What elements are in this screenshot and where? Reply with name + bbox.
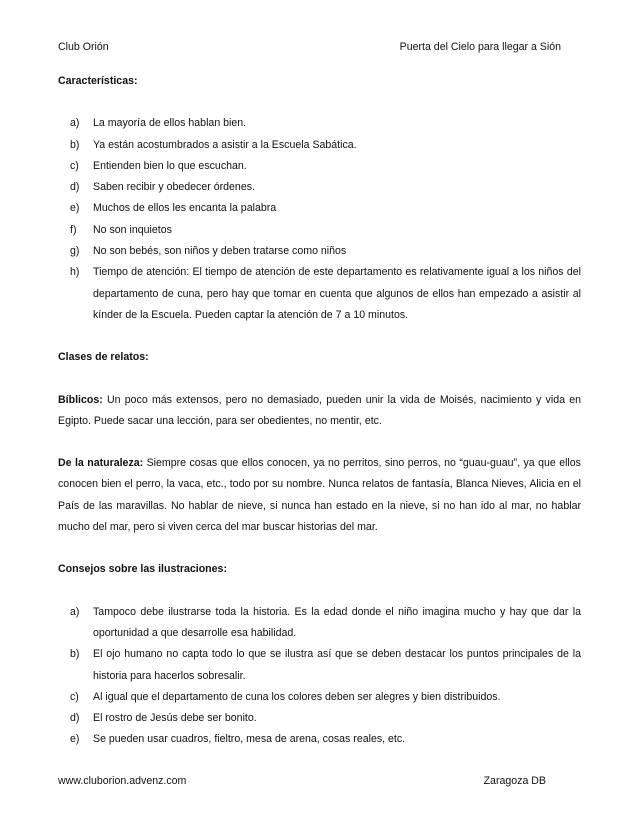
list-item-text: No son bebés, son niños y deben tratarse como niños: [93, 245, 347, 258]
list-item-text: La mayoría de ellos hablan bien.: [93, 117, 247, 130]
list-item-text: No son inquietos: [93, 223, 172, 236]
list-marker: e): [70, 202, 80, 215]
list-item: [58, 156, 581, 177]
list-item-text: Tiempo de atención: El tiempo de atención de este departamento es relativamente igual a los niños del departamento de cuna, pero hay que tomar en cuenta que algunos de ellos han empezado a asistir al kínder de la Escuela. Pueden captar la atención de 7 a 10 minutos.: [93, 266, 581, 321]
header-club-name: Club Orión: [58, 41, 109, 53]
list-item-text: El ojo humano no capta todo lo que se ilustra así que se deben destacar los puntos principales de la historia para hacerlos sobresalir.: [93, 648, 581, 682]
consejos-list: [58, 602, 581, 751]
list-marker: b): [70, 138, 80, 151]
section-heading-consejos: Consejos sobre las ilustraciones:: [58, 563, 227, 576]
list-marker: c): [70, 690, 79, 703]
list-marker: f): [70, 223, 77, 236]
list-marker: b): [70, 648, 80, 661]
list-marker: d): [70, 181, 80, 194]
section-heading-clases-de-relatos: Clases de relatos:: [58, 351, 149, 364]
list-item: [58, 687, 581, 708]
footer-author: Zaragoza DB: [483, 775, 546, 787]
list-item: [58, 135, 581, 156]
list-marker: c): [70, 159, 79, 172]
list-item: [58, 177, 581, 198]
list-item-text: El rostro de Jesús debe ser bonito.: [93, 712, 257, 725]
list-item: [58, 220, 581, 241]
list-item: [58, 198, 581, 219]
document-body: [58, 71, 581, 751]
list-item-text: Entienden bien lo que escuchan.: [93, 159, 247, 172]
list-item: [58, 262, 581, 326]
section-heading-caracteristicas: Características:: [58, 75, 138, 87]
paragraph-biblicos: [58, 390, 581, 433]
list-item: [58, 113, 581, 134]
paragraph-text: Un poco más extensos, pero no demasiado, pueden unir la vida de Moisés, nacimiento y vida en Egipto. Puede sacar una lección, para ser obedientes, no mentir, etc.: [58, 393, 581, 427]
list-item-text: Se pueden usar cuadros, fieltro, mesa de arena, cosas reales, etc.: [93, 733, 406, 746]
list-marker: a): [70, 117, 80, 130]
list-item: [58, 729, 581, 750]
paragraph-lead: De la naturaleza:: [58, 457, 144, 470]
list-item-text: Ya están acostumbrados a asistir a la Escuela Sabática.: [93, 138, 357, 151]
paragraph-lead: Bíblicos:: [58, 393, 103, 406]
list-item-text: Al igual que el departamento de cuna los colores deben ser alegres y bien distribuidos.: [93, 690, 501, 703]
paragraph-text: Siempre cosas que ellos conocen, ya no perritos, sino perros, no “guau-guau”, ya que ellos conocen bien el perro, la vaca, etc., todo por su nombre. Nunca relatos de fantasía, Blanca Nieves, Alicia en el País de las maravillas. No hablar de nieve, si nunca han estado en la nieve, si no han ido al mar, no hablar mucho del mar, pero si viven cerca del mar buscar historias del mar.: [58, 457, 581, 534]
list-item-text: Saben recibir y obedecer órdenes.: [93, 181, 255, 194]
header-document-title: Puerta del Cielo para llegar a Sión: [399, 41, 561, 53]
footer-website: www.cluborion.advenz.com: [58, 775, 187, 787]
paragraph-naturaleza: [58, 453, 581, 538]
list-marker: g): [70, 245, 80, 258]
caracteristicas-list: [58, 113, 581, 326]
list-marker: e): [70, 733, 80, 746]
list-item: [58, 644, 581, 687]
list-item: [58, 708, 581, 729]
page-footer: [58, 775, 546, 789]
list-item-text: Muchos de ellos les encanta la palabra: [93, 202, 277, 215]
list-item: [58, 241, 581, 262]
list-marker: a): [70, 605, 80, 618]
list-item-text: Tampoco debe ilustrarse toda la historia. Es la edad donde el niño imagina mucho y hay que dar la oportunidad a que desarrolle esa habilidad.: [93, 605, 581, 639]
list-marker: d): [70, 712, 80, 725]
list-item: [58, 602, 581, 645]
page-header: [58, 41, 564, 55]
list-marker: h): [70, 266, 80, 279]
